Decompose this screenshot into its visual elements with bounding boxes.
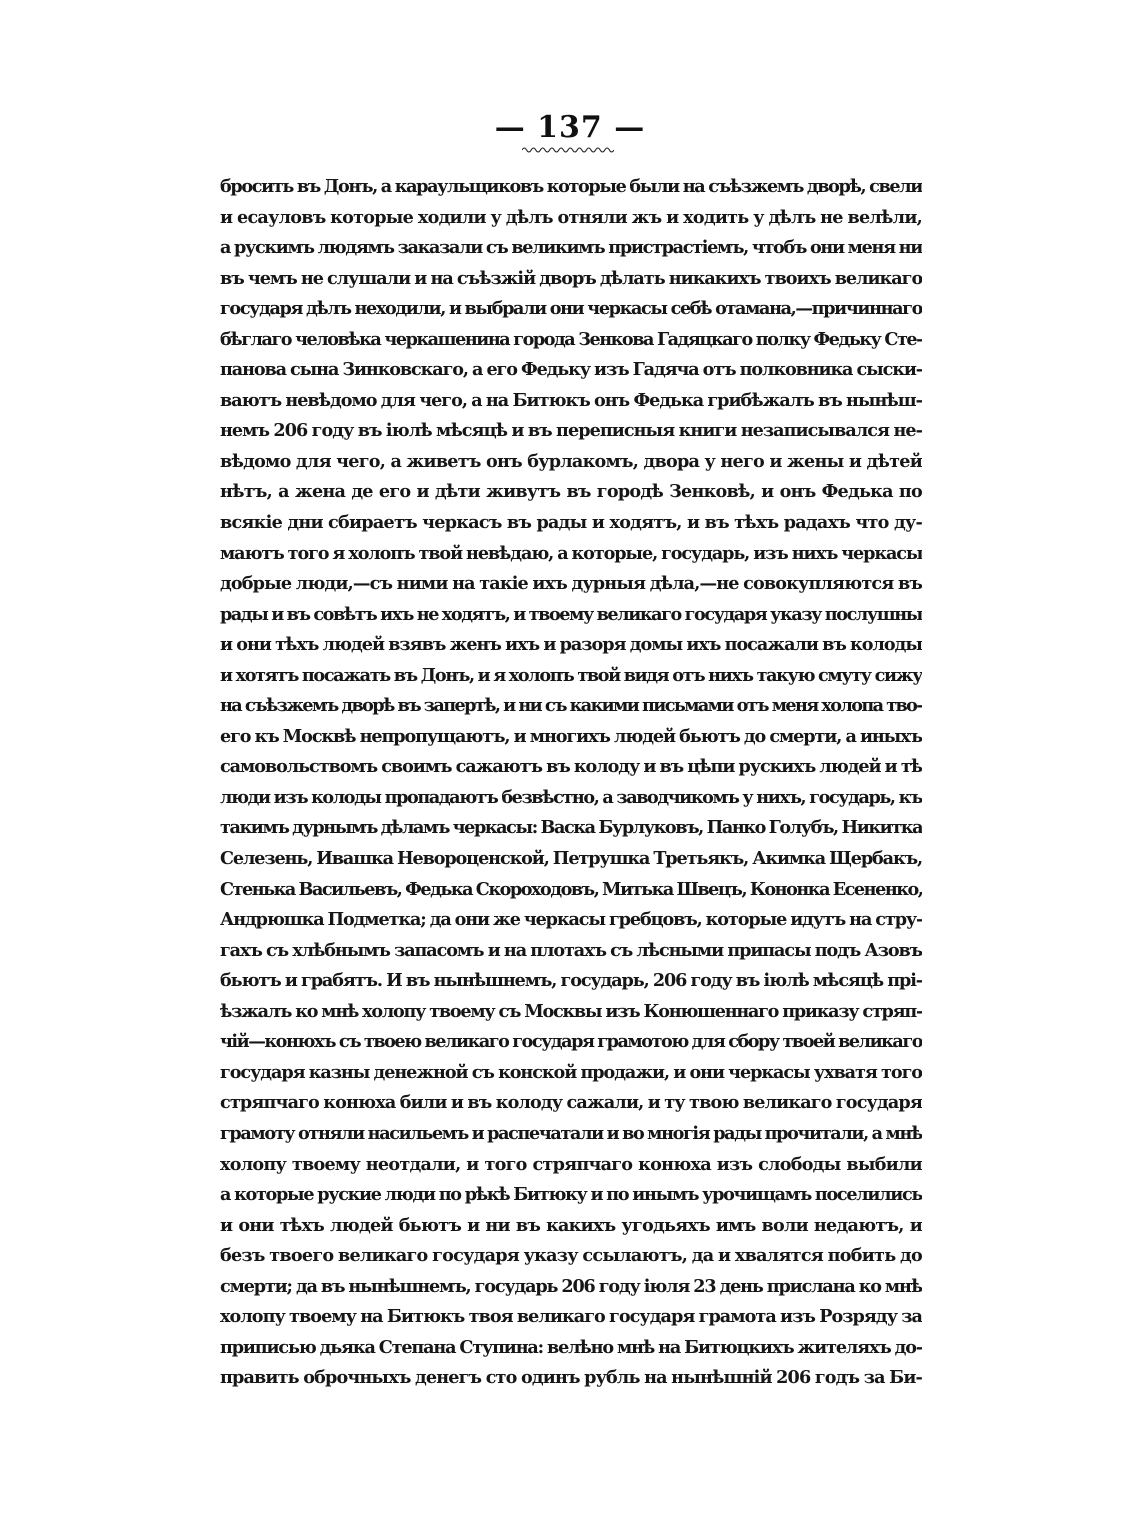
text-line: Селезень, Ивашка Невороценской, Петрушка Третьякъ, Акимка Щербакъ, — [220, 848, 922, 870]
text-line: и есауловъ которые ходили у дѣлъ отняли жъ и ходить у дѣлъ не велѣли, — [220, 206, 922, 228]
text-line: на съѣзжемъ дворѣ въ запертѣ, и ни съ какими письмами отъ меня холопа тво- — [220, 695, 922, 717]
text-line: а которые руские люди по рѣкѣ Битюку и по инымъ урочищамъ поселились — [220, 1184, 922, 1206]
text-line: и они тѣхъ людей бьютъ и ни въ какихъ угодьяхъ имъ воли недаютъ, и — [220, 1214, 922, 1236]
text-line: рады и въ совѣтъ ихъ не ходятъ, и твоему великаго государя указу послушны — [220, 603, 922, 625]
text-line: вѣдомо для чего, а живетъ онъ бурлакомъ, двора у него и жены и дѣтей — [220, 450, 922, 472]
text-line: холопу твоему на Битюкъ твоя великаго государя грамота изъ Розряду за — [220, 1306, 922, 1328]
text-line: самовольствомъ своимъ сажаютъ въ колоду и въ цѣпи рускихъ людей и тѣ — [220, 756, 922, 778]
text-line: Андрюшка Подметка; да они же черкасы гребцовъ, которые идутъ на стру- — [220, 909, 922, 931]
page-number: — 137 — — [494, 110, 646, 145]
text-line: править оброчныхъ денегъ сто одинъ рубль на нынѣшній 206 годъ за Би- — [220, 1367, 922, 1389]
text-line: холопу твоему неотдали, и того стряпчаго конюха изъ слободы выбили — [220, 1153, 922, 1175]
text-line: безъ твоего великаго государя указу ссылаютъ, да и хвалятся побить до — [220, 1245, 922, 1267]
text-line: бѣглаго человѣка черкашенина города Зенкова Гадяцкаго полку Федьку Сте- — [220, 328, 922, 350]
text-line: люди изъ колоды пропадаютъ безвѣстно, а заводчикомъ у нихъ, государь, къ — [220, 786, 922, 808]
text-line: такимъ дурнымъ дѣламъ черкасы: Васка Бурлуковъ, Панко Голубъ, Никитка — [220, 817, 922, 839]
text-line: бьютъ и грабятъ. И въ нынѣшнемъ, государь, 206 году въ іюлѣ мѣсяцѣ прі- — [220, 970, 922, 992]
text-line: въ чемъ не слушали и на съѣзжій дворъ дѣлать никакихъ твоихъ великаго — [220, 267, 922, 289]
text-line: а рускимъ людямъ заказали съ великимъ пристрастіемъ, чтобъ они меня ни — [220, 237, 922, 259]
text-line: его къ Москвѣ непропущаютъ, и многихъ людей бьютъ до смерти, а иныхъ — [220, 725, 922, 747]
text-line: приписью дьяка Степана Ступина: велѣно мнѣ на Битюцкихъ жителяхъ до- — [220, 1336, 922, 1358]
text-line: бросить въ Донъ, а караульщиковъ которые были на съѣзжемъ дворѣ, свели — [220, 176, 922, 197]
text-line: смерти; да въ нынѣшнемъ, государь 206 году іюля 23 день прислана ко мнѣ — [220, 1275, 922, 1297]
text-line: маютъ того я холопъ твой невѣдаю, а которые, государь, изъ нихъ черкасы — [220, 542, 922, 564]
text-line: стряпчаго конюха били и въ колоду сажали, и ту твою великаго государя — [220, 1092, 922, 1114]
text-line: чій—конюхъ съ твоею великаго государя грамотою для сбору твоей великаго — [220, 1031, 922, 1053]
text-line: всякіе дни сбираетъ черкасъ въ рады и ходятъ, и въ тѣхъ радахъ что ду- — [220, 512, 922, 534]
text-line: немъ 206 году въ іюлѣ мѣсяцѣ и въ переписныя книги незаписывался не- — [220, 420, 922, 442]
text-line: и хотятъ посажать въ Донъ, и я холопъ твой видя отъ нихъ такую смуту сижу — [220, 664, 922, 686]
text-line: ѣзжалъ ко мнѣ холопу твоему съ Москвы изъ Конюшеннаго приказу стряп- — [220, 1000, 922, 1022]
text-line: грамоту отняли насильемъ и распечатали и во многія рады прочитали, а мнѣ — [220, 1122, 922, 1144]
text-line: нѣтъ, а жена де его и дѣти живутъ въ городѣ Зенковѣ, и онъ Федька по — [220, 481, 922, 503]
text-line: гахъ съ хлѣбнымъ запасомъ и на плотахъ съ лѣсными припасы подъ Азовъ — [220, 939, 922, 961]
text-line: государя дѣлъ неходили, и выбрали они черкасы себѣ отамана,—причиннаго — [220, 298, 922, 320]
text-line: панова сына Зинковскаго, а его Федьку изъ Гадяча отъ полковника сыски- — [220, 359, 922, 381]
text-line: и они тѣхъ людей взявъ женъ ихъ и разоря домы ихъ посажали въ колоды — [220, 634, 922, 656]
text-line: государя казны денежной съ конской продажи, и они черкасы ухватя того — [220, 1061, 922, 1083]
text-line: добрые люди,—съ ними на такіе ихъ дурныя дѣла,—не совокупляются въ — [220, 573, 922, 595]
body-text — [220, 172, 922, 1394]
text-line: Стенька Васильевъ, Федька Скороходовъ, Митька Швецъ, Кононка Есененко, — [220, 878, 922, 900]
page-number-wavy-rule — [522, 146, 614, 154]
text-line: ваютъ невѣдомо для чего, а на Битюкъ онъ Федька грибѣжалъ въ нынѣш- — [220, 389, 922, 411]
